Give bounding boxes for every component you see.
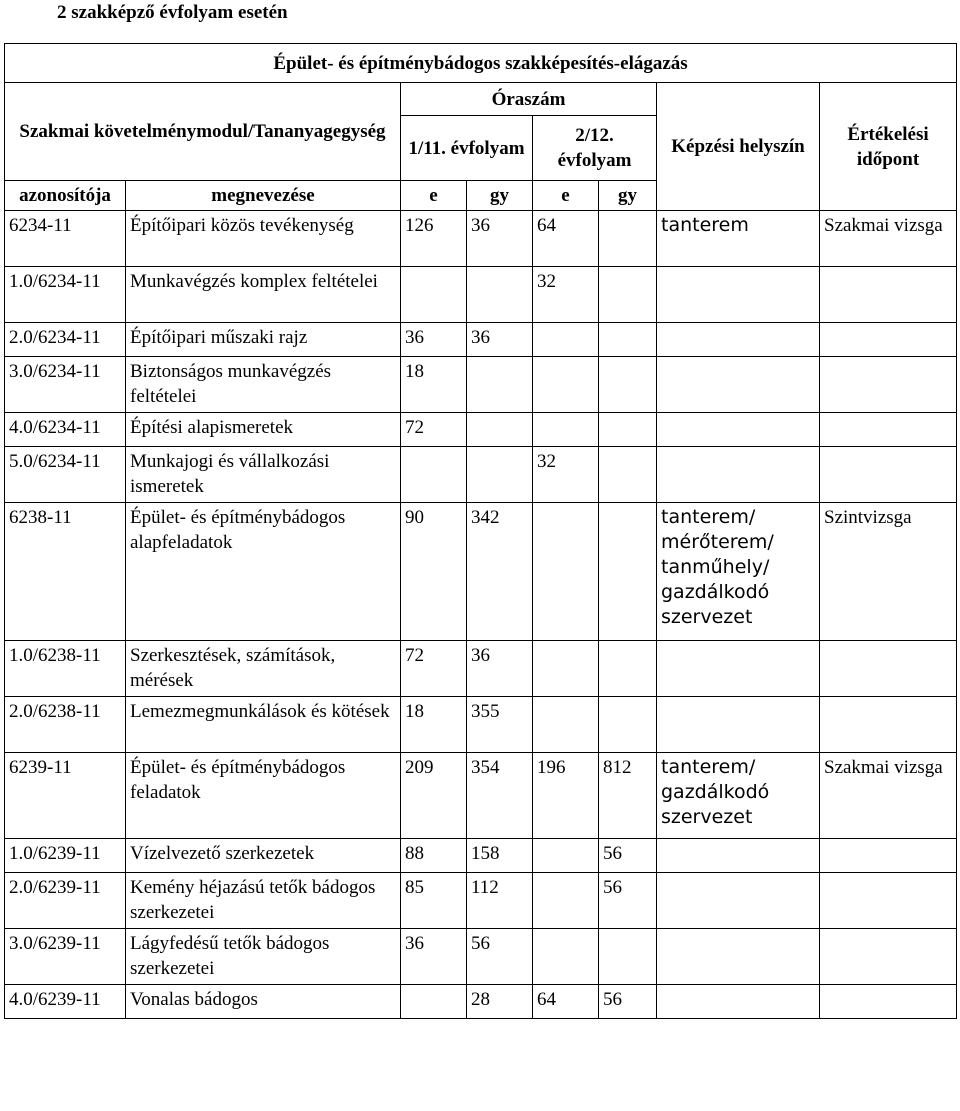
row-gy2	[599, 503, 657, 641]
e2-header: e	[533, 181, 599, 211]
row-e1: 126	[401, 211, 467, 267]
table-row	[5, 873, 957, 929]
row-gy1: 342	[467, 503, 533, 641]
table-row	[5, 839, 957, 873]
row-id: 1.0/6239-11	[5, 839, 126, 873]
table-row	[5, 357, 957, 413]
row-gy1: 354	[467, 753, 533, 839]
row-e2: 64	[533, 985, 599, 1019]
row-e2	[533, 641, 599, 697]
row-location	[657, 323, 820, 357]
row-e2: 32	[533, 267, 599, 323]
row-gy2	[599, 447, 657, 503]
module-header: Szakmai követelménymodul/Tananyagegység	[5, 83, 401, 181]
row-gy1	[467, 267, 533, 323]
row-location	[657, 447, 820, 503]
row-location	[657, 413, 820, 447]
location-header: Képzési helyszín	[657, 83, 820, 211]
row-e2	[533, 357, 599, 413]
row-id: 5.0/6234-11	[5, 447, 126, 503]
row-name: Szerkesztések, számítások, mérések	[126, 641, 401, 697]
table-row	[5, 413, 957, 447]
row-evaluation	[820, 929, 957, 985]
evaluation-header: Értékelési időpont	[820, 83, 957, 211]
row-id: 1.0/6234-11	[5, 267, 126, 323]
row-gy2	[599, 697, 657, 753]
row-name: Épület- és építménybádogos feladatok	[126, 753, 401, 839]
row-e2	[533, 413, 599, 447]
row-e2	[533, 929, 599, 985]
row-name: Munkavégzés komplex feltételei	[126, 267, 401, 323]
row-evaluation	[820, 985, 957, 1019]
row-gy2	[599, 929, 657, 985]
row-evaluation	[820, 839, 957, 873]
row-gy2	[599, 641, 657, 697]
row-location: tanterem/ mérőterem/ tanműhely/ gazdálkodó szervezet	[657, 503, 820, 641]
row-location	[657, 267, 820, 323]
table-row	[5, 503, 957, 641]
row-e1: 18	[401, 357, 467, 413]
row-id: 3.0/6239-11	[5, 929, 126, 985]
row-e1	[401, 985, 467, 1019]
row-gy1: 28	[467, 985, 533, 1019]
row-gy2: 56	[599, 985, 657, 1019]
row-location	[657, 839, 820, 873]
row-gy1: 112	[467, 873, 533, 929]
id-header: azonosítója	[5, 181, 126, 211]
row-evaluation: Szintvizsga	[820, 503, 957, 641]
row-location	[657, 929, 820, 985]
gy2-header: gy	[599, 181, 657, 211]
row-gy1: 36	[467, 641, 533, 697]
row-e1: 18	[401, 697, 467, 753]
row-e2	[533, 839, 599, 873]
row-evaluation	[820, 447, 957, 503]
row-name: Vonalas bádogos	[126, 985, 401, 1019]
row-e1: 72	[401, 641, 467, 697]
hours-header: Óraszám	[401, 83, 657, 116]
row-id: 2.0/6234-11	[5, 323, 126, 357]
row-gy2: 56	[599, 873, 657, 929]
row-gy1: 56	[467, 929, 533, 985]
row-name: Munkajogi és vállalkozási ismeretek	[126, 447, 401, 503]
table-row	[5, 211, 957, 267]
row-location	[657, 873, 820, 929]
row-id: 3.0/6234-11	[5, 357, 126, 413]
row-evaluation	[820, 873, 957, 929]
row-location	[657, 697, 820, 753]
row-name: Vízelvezető szerkezetek	[126, 839, 401, 873]
row-gy1	[467, 447, 533, 503]
row-id: 2.0/6238-11	[5, 697, 126, 753]
table-row	[5, 641, 957, 697]
table-row	[5, 753, 957, 839]
row-gy1	[467, 413, 533, 447]
row-e2: 196	[533, 753, 599, 839]
row-e2	[533, 503, 599, 641]
row-location	[657, 357, 820, 413]
row-gy2	[599, 323, 657, 357]
row-id: 4.0/6239-11	[5, 985, 126, 1019]
row-e1: 72	[401, 413, 467, 447]
row-evaluation	[820, 267, 957, 323]
row-evaluation: Szakmai vizsga	[820, 211, 957, 267]
row-evaluation	[820, 413, 957, 447]
row-e2: 32	[533, 447, 599, 503]
table-body	[5, 211, 957, 1019]
row-gy1	[467, 357, 533, 413]
gy1-header: gy	[467, 181, 533, 211]
row-name: Lágyfedésű tetők bádogos szerkezetei	[126, 929, 401, 985]
section-heading: 2 szakképző évfolyam esetén	[57, 2, 288, 23]
row-gy2	[599, 267, 657, 323]
row-evaluation: Szakmai vizsga	[820, 753, 957, 839]
row-e1: 209	[401, 753, 467, 839]
row-gy1: 36	[467, 211, 533, 267]
row-id: 1.0/6238-11	[5, 641, 126, 697]
table-row	[5, 267, 957, 323]
row-e1: 88	[401, 839, 467, 873]
row-name: Épület- és építménybádogos alapfeladatok	[126, 503, 401, 641]
row-gy1: 355	[467, 697, 533, 753]
row-evaluation	[820, 323, 957, 357]
table-row	[5, 929, 957, 985]
row-name: Kemény héjazású tetők bádogos szerkezetei	[126, 873, 401, 929]
row-e2	[533, 323, 599, 357]
row-gy2	[599, 413, 657, 447]
row-e2	[533, 873, 599, 929]
row-gy2: 812	[599, 753, 657, 839]
row-e1: 36	[401, 323, 467, 357]
row-evaluation	[820, 357, 957, 413]
row-evaluation	[820, 641, 957, 697]
row-id: 4.0/6234-11	[5, 413, 126, 447]
row-e1	[401, 447, 467, 503]
row-location	[657, 985, 820, 1019]
row-e1: 36	[401, 929, 467, 985]
row-location	[657, 641, 820, 697]
table-title: Épület- és építménybádogos szakképesítés-elágazás	[5, 44, 957, 83]
row-name: Építési alapismeretek	[126, 413, 401, 447]
curriculum-table	[4, 43, 957, 1019]
year2-header: 2/12. évfolyam	[533, 116, 657, 181]
row-evaluation	[820, 697, 957, 753]
table-row	[5, 323, 957, 357]
row-id: 2.0/6239-11	[5, 873, 126, 929]
row-gy2	[599, 357, 657, 413]
row-location: tanterem	[657, 211, 820, 267]
row-name: Lemezmegmunkálások és kötések	[126, 697, 401, 753]
row-id: 6238-11	[5, 503, 126, 641]
row-id: 6234-11	[5, 211, 126, 267]
row-e1	[401, 267, 467, 323]
year1-header: 1/11. évfolyam	[401, 116, 533, 181]
row-gy1: 36	[467, 323, 533, 357]
name-header: megnevezése	[126, 181, 401, 211]
row-name: Biztonságos munkavégzés feltételei	[126, 357, 401, 413]
row-gy1: 158	[467, 839, 533, 873]
row-e2: 64	[533, 211, 599, 267]
row-name: Építőipari műszaki rajz	[126, 323, 401, 357]
row-e2	[533, 697, 599, 753]
row-e1: 90	[401, 503, 467, 641]
row-gy2	[599, 211, 657, 267]
table-row	[5, 447, 957, 503]
row-location: tanterem/ gazdálkodó szervezet	[657, 753, 820, 839]
e1-header: e	[401, 181, 467, 211]
row-gy2: 56	[599, 839, 657, 873]
row-id: 6239-11	[5, 753, 126, 839]
row-name: Építőipari közös tevékenység	[126, 211, 401, 267]
row-e1: 85	[401, 873, 467, 929]
table-row	[5, 697, 957, 753]
table-row	[5, 985, 957, 1019]
